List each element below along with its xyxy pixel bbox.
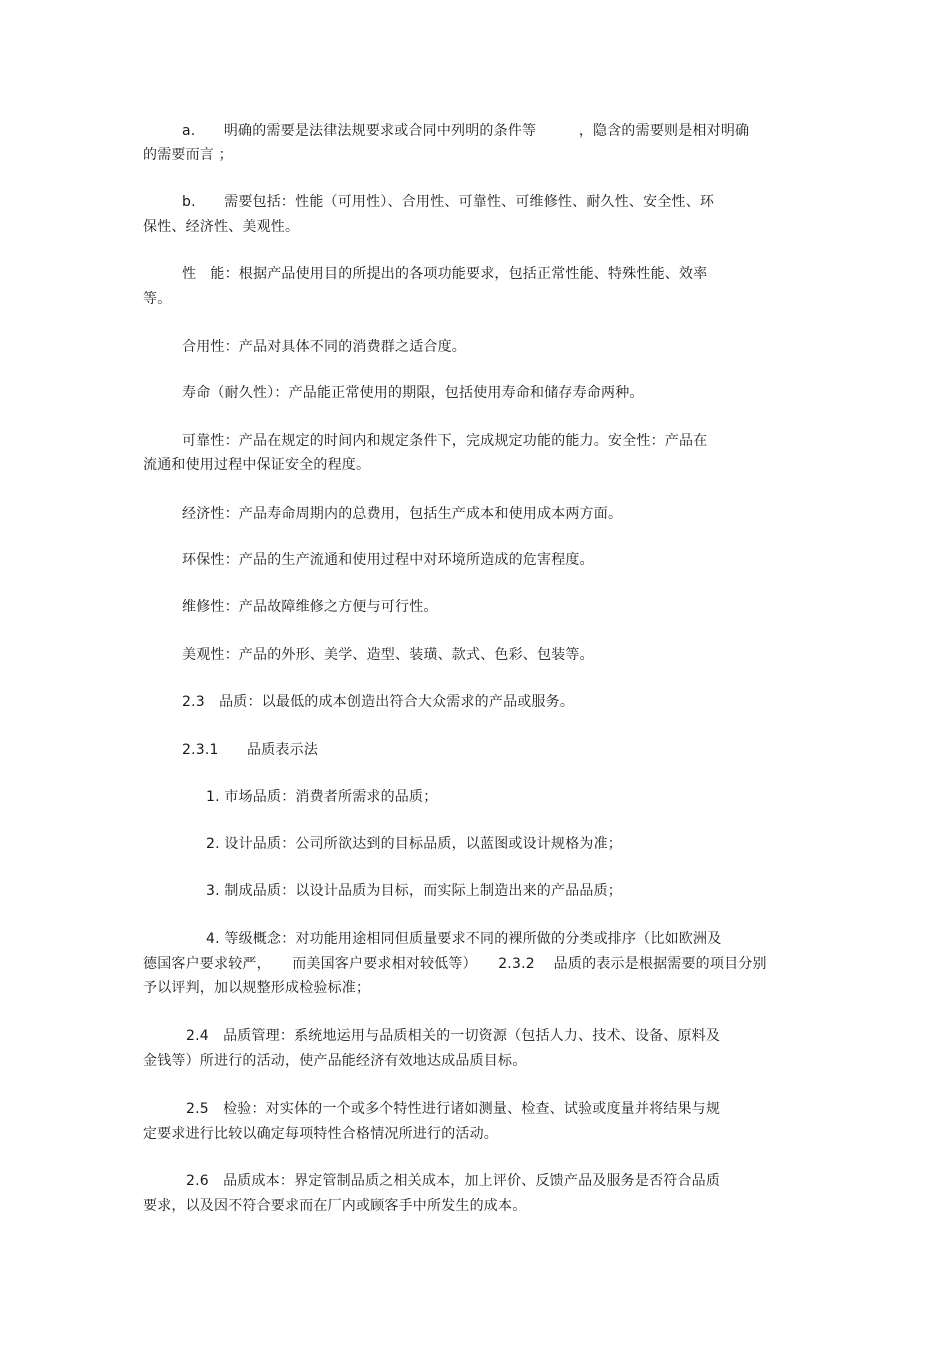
section-2-4-line-2: 金钱等）所进行的活动，使产品能经济有效地达成品质目标。 xyxy=(143,1053,527,1069)
list-item-4-line-1: 4. 等级概念：对功能用途相同但质量要求不同的裸所做的分类或排序（比如欧洲及 xyxy=(206,931,722,947)
section-2-5-line-2: 定要求进行比较以确定每项特性合格情况所进行的活动。 xyxy=(143,1126,498,1142)
para-reliability-line-1: 可靠性：产品在规定的时间内和规定条件下，完成规定功能的能力。安全性：产品在 xyxy=(182,433,708,449)
para-b-line-2: 保性、经济性、美观性。 xyxy=(143,219,300,235)
list-item-4-line-3: 予以评判，加以规整形成检验标准； xyxy=(143,980,371,996)
list-item-4-line-2: 德国客户要求较严， 而美国客户要求相对较低等） 2.3.2 品质的表示是根据需要的项目分别 xyxy=(143,956,767,972)
para-reliability-line-2: 流通和使用过程中保证安全的程度。 xyxy=(143,457,371,473)
para-environment: 环保性：产品的生产流通和使用过程中对环境所造成的危害程度。 xyxy=(182,552,594,568)
para-aesthetics: 美观性：产品的外形、美学、造型、装璜、款式、色彩、包装等。 xyxy=(182,647,594,663)
para-a-line-1: a. 明确的需要是法律法规要求或合同中列明的条件等 ，隐含的需要则是相对明确 xyxy=(182,123,750,139)
section-2-6-line-1: 2.6 品质成本：界定管制品质之相关成本，加上评价、反馈产品及服务是否符合品质 xyxy=(186,1173,721,1189)
para-economy: 经济性：产品寿命周期内的总费用，包括生产成本和使用成本两方面。 xyxy=(182,506,623,522)
para-suitability: 合用性：产品对具体不同的消费群之适合度。 xyxy=(182,339,466,355)
para-performance-line-2: 等。 xyxy=(143,291,172,307)
section-2-3: 2.3 品质：以最低的成本创造出符合大众需求的产品或服务。 xyxy=(182,694,575,710)
para-maintainability: 维修性：产品故障维修之方便与可行性。 xyxy=(182,599,438,615)
section-2-4-line-1: 2.4 品质管理：系统地运用与品质相关的一切资源（包括人力、技术、设备、原料及 xyxy=(186,1028,721,1044)
section-2-3-1: 2.3.1 品质表示法 xyxy=(182,742,319,758)
para-durability: 寿命（耐久性）：产品能正常使用的期限，包括使用寿命和储存寿命两种。 xyxy=(182,385,644,401)
para-b-line-1: b. 需要包括：性能（可用性）、合用性、可靠性、可维修性、耐久性、安全性、环 xyxy=(182,194,715,210)
para-performance-line-1: 性 能：根据产品使用目的所提出的各项功能要求，包括正常性能、特殊性能、效率 xyxy=(182,266,708,282)
list-item-1: 1. 市场品质：消费者所需求的品质； xyxy=(206,789,438,805)
list-item-2: 2. 设计品质：公司所欲达到的目标品质，以蓝图或设计规格为准； xyxy=(206,836,623,852)
list-item-3: 3. 制成品质：以设计品质为目标，而实际上制造出来的产品品质； xyxy=(206,883,623,899)
section-2-5-line-1: 2.5 检验：对实体的一个或多个特性进行诸如测量、检查、试验或度量并将结果与规 xyxy=(186,1101,721,1117)
section-2-6-line-2: 要求，以及因不符合要求而在厂内或顾客手中所发生的成本。 xyxy=(143,1198,527,1214)
para-a-line-2: 的需要而言 ； xyxy=(143,147,233,163)
